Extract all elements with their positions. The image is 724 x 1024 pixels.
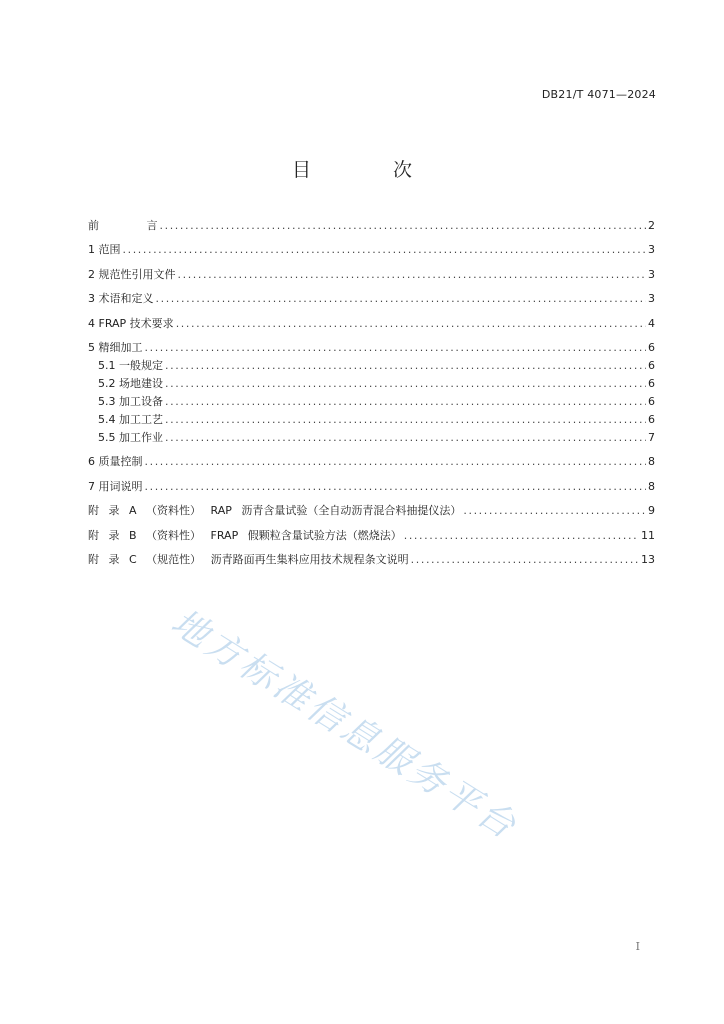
toc-leader-dots <box>165 412 646 427</box>
toc-entry-5-5[interactable] <box>88 430 655 445</box>
toc-entry-label: 附 录 A （资料性） RAP 沥青含量试验（全自动沥青混合料抽提仪法） <box>88 504 462 518</box>
toc-entry-label: 5.1 一般规定 <box>98 358 163 372</box>
toc-entry-scope[interactable] <box>88 242 655 257</box>
toc-entry-page: 4 <box>648 316 655 330</box>
toc-entry-5-4[interactable] <box>88 412 655 427</box>
toc-entry-page: 2 <box>648 219 655 232</box>
toc-entry-label: 5.3 加工设备 <box>98 394 163 408</box>
toc-leader-dots <box>165 376 646 391</box>
toc-leader-dots <box>165 358 646 373</box>
toc-leader-dots <box>145 340 647 355</box>
toc-entry-label: 附 录 B （资料性） FRAP 假颗粒含量试验方法（燃烧法） <box>88 528 402 542</box>
toc-entry-5-3[interactable] <box>88 394 655 409</box>
toc-leader-dots <box>165 394 646 409</box>
toc-entry-appendix-a[interactable] <box>88 503 655 518</box>
toc-leader-dots <box>178 267 647 282</box>
toc-entry-label: 4 FRAP 技术要求 <box>88 316 174 330</box>
toc-entry-label: 5 精细加工 <box>88 340 143 354</box>
toc-entry-page: 9 <box>648 504 655 518</box>
toc-entry-quality-control[interactable] <box>88 454 655 469</box>
table-of-contents <box>88 218 655 576</box>
toc-entry-foreword[interactable] <box>88 218 655 233</box>
toc-leader-dots <box>123 242 647 257</box>
toc-entry-5-1[interactable] <box>88 358 655 373</box>
toc-entry-terms[interactable] <box>88 291 655 306</box>
toc-entry-label: 5.2 场地建设 <box>98 376 163 390</box>
toc-entry-wording[interactable] <box>88 479 655 494</box>
toc-leader-dots <box>165 430 646 445</box>
toc-entry-page: 6 <box>648 412 655 426</box>
toc-entry-page: 3 <box>648 292 655 306</box>
toc-title: 目 次 <box>291 159 451 181</box>
toc-entry-page: 6 <box>648 394 655 408</box>
toc-entry-page: 8 <box>648 479 655 493</box>
toc-entry-appendix-c[interactable] <box>88 552 655 567</box>
toc-entry-page: 11 <box>641 528 655 542</box>
toc-entry-page: 6 <box>648 340 655 354</box>
toc-entry-page: 7 <box>648 430 655 444</box>
toc-entry-label: 2 规范性引用文件 <box>88 267 176 281</box>
toc-entry-label: 5.4 加工工艺 <box>98 412 163 426</box>
page-number: I <box>635 940 640 953</box>
toc-leader-dots <box>160 218 647 233</box>
toc-entry-page: 8 <box>648 455 655 469</box>
toc-entry-fine-processing[interactable] <box>88 340 655 355</box>
toc-entry-label: 1 范围 <box>88 243 121 257</box>
toc-entry-label: 前 言 <box>88 219 158 232</box>
toc-leader-dots <box>145 454 647 469</box>
toc-entry-appendix-b[interactable] <box>88 528 655 543</box>
toc-leader-dots <box>411 552 639 567</box>
toc-leader-dots <box>404 528 639 543</box>
toc-entry-label: 3 术语和定义 <box>88 292 154 306</box>
toc-entry-5-2[interactable] <box>88 376 655 391</box>
toc-entry-page: 13 <box>641 552 655 566</box>
toc-entry-page: 6 <box>648 358 655 372</box>
toc-entry-label: 5.5 加工作业 <box>98 430 163 444</box>
toc-leader-dots <box>156 291 647 306</box>
toc-leader-dots <box>176 316 646 331</box>
document-code: DB21/T 4071—2024 <box>541 88 656 101</box>
toc-leader-dots <box>463 503 646 518</box>
toc-entry-normative-references[interactable] <box>88 267 655 282</box>
toc-entry-label: 附 录 C （规范性） 沥青路面再生集料应用技术规程条文说明 <box>88 552 409 566</box>
toc-entry-frap-requirements[interactable] <box>88 316 655 331</box>
toc-entry-page: 3 <box>648 243 655 257</box>
watermark: 地方标准信息服务平台 <box>164 601 525 849</box>
toc-entry-page: 6 <box>648 376 655 390</box>
toc-entry-page: 3 <box>648 267 655 281</box>
toc-entry-label: 6 质量控制 <box>88 455 143 469</box>
toc-entry-label: 7 用词说明 <box>88 479 143 493</box>
toc-leader-dots <box>145 479 647 494</box>
